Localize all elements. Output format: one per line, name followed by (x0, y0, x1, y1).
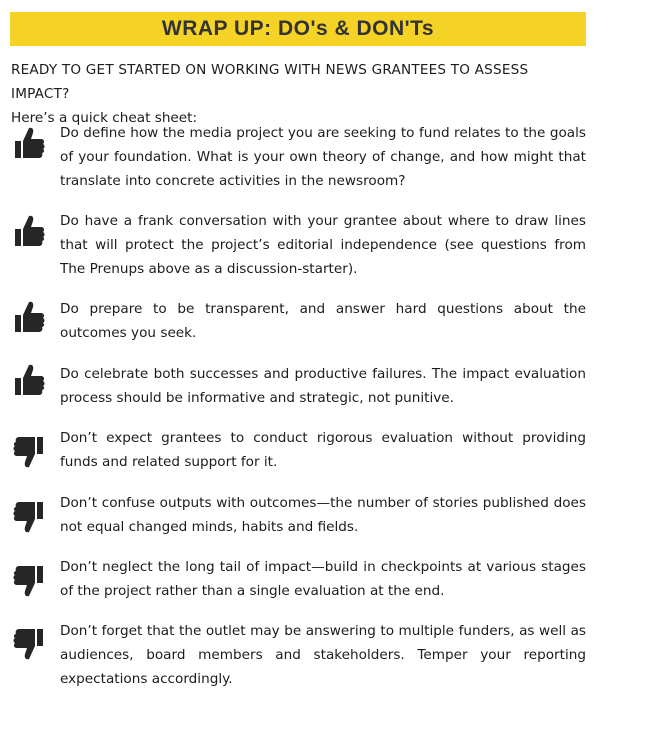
thumbs-down-icon (12, 499, 46, 535)
thumbs-up-icon (12, 125, 46, 161)
list-item-text: Don’t forget that the outlet may be answering to multiple funders, as well as audiences, board members and stakeholders. Temper your reporting expectations accordingly. (60, 623, 586, 687)
thumbs-down-icon (12, 563, 46, 599)
thumbs-up-icon (12, 299, 46, 335)
page-title: WRAP UP: DO's & DON'Ts (161, 17, 435, 40)
list-item-text: Do prepare to be transparent, and answer hard questions about the outcomes you seek. (60, 301, 586, 341)
title-banner (10, 12, 586, 46)
intro-subheading: Here’s a quick cheat sheet: (11, 110, 198, 126)
thumbs-up-icon (12, 362, 46, 398)
intro-heading: READY TO GET STARTED ON WORKING WITH NEWS GRANTEES TO ASSESS IMPACT? (11, 62, 529, 102)
intro (11, 58, 591, 130)
thumbs-up-icon (12, 213, 46, 249)
list-item-text: Don’t expect grantees to conduct rigorous evaluation without providing funds and related support for it. (60, 430, 586, 470)
list-item-text: Do have a frank conversation with your grantee about where to draw lines that will protect the project’s editorial independence (see questions from The Prenups above as a discussion-starter). (60, 213, 586, 277)
list-item-text: Don’t neglect the long tail of impact—build in checkpoints at various stages of the project rather than a single evaluation at the end. (60, 559, 586, 599)
thumbs-down-icon (12, 626, 46, 662)
list-item-text: Do celebrate both successes and productive failures. The impact evaluation process should be informative and strategic, not punitive. (60, 366, 586, 406)
thumbs-down-icon (12, 434, 46, 470)
list-item-text: Don’t confuse outputs with outcomes—the number of stories published does not equal changed minds, habits and fields. (60, 495, 586, 535)
list-item-text: Do define how the media project you are seeking to fund relates to the goals of your foundation. What is your own theory of change, and how might that translate into concrete activities in the newsroom? (60, 125, 586, 189)
